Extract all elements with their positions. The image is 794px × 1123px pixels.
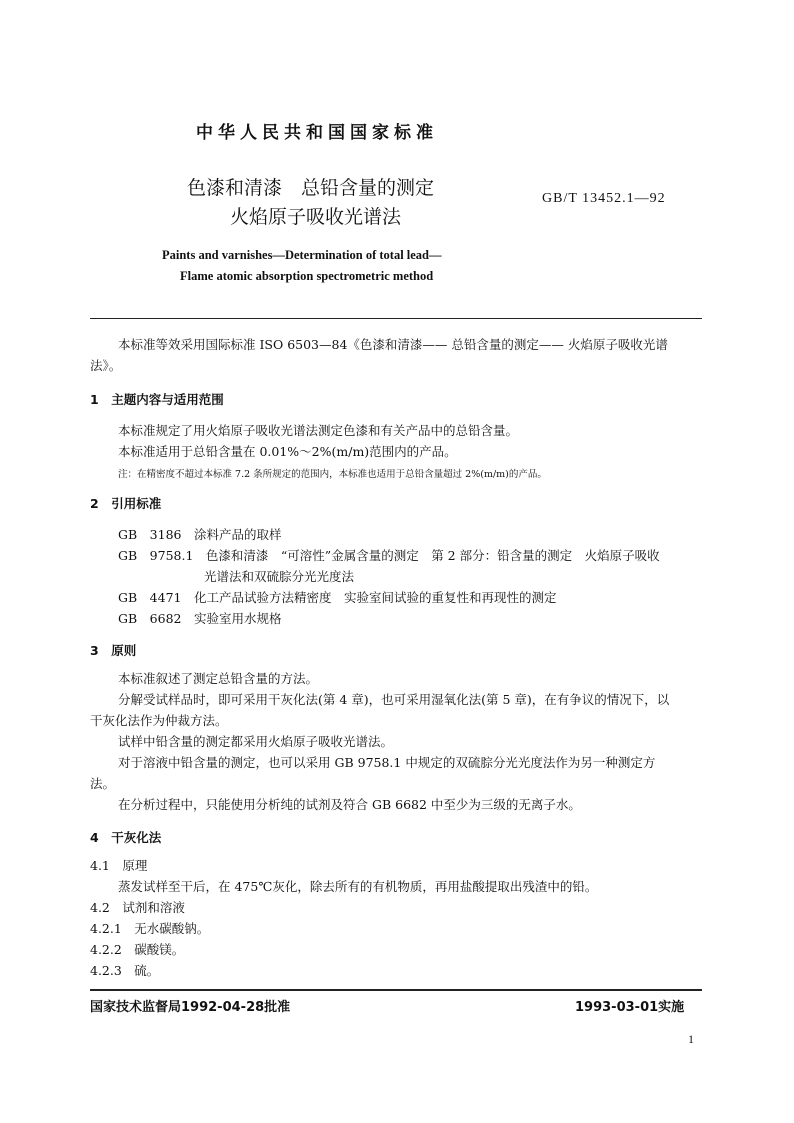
- standard-code: GB/T 13452.1—92: [542, 191, 666, 206]
- section1-paragraph1: 本标准规定了用火焰原子吸收光谱法测定色漆和有关产品中的总铅含量。: [118, 423, 519, 438]
- subsection-heading: 4.1 原理: [90, 858, 148, 873]
- section4-paragraph: 蒸发试样至干后，在 475℃灰化，除去所有的有机物质，再用盐酸提取出残渣中的铅。: [118, 879, 598, 894]
- english-title-line1: Paints and varnishes—Determination of total lead—: [162, 248, 442, 262]
- implementation-date: 1993-03-01实施: [575, 1000, 685, 1015]
- header-divider: [90, 318, 702, 319]
- english-title-line2: Flame atomic absorption spectrometric method: [180, 269, 434, 283]
- section1-heading: 1 主题内容与适用范围: [90, 392, 224, 407]
- section3-heading: 3 原则: [90, 643, 137, 658]
- reference-item: GB 9758.1 色漆和清漆 “可溶性”金属含量的测定 第 2 部分：铅含量的测定 火焰原子吸收: [118, 548, 660, 563]
- section2-heading: 2 引用标准: [90, 496, 162, 511]
- intro-line2: 法》。: [90, 358, 122, 373]
- approval-date: 国家技术监督局1992-04-28批准: [90, 1000, 291, 1015]
- intro-line1: 本标准等效采用国际标准 ISO 6503—84《色漆和清漆—— 总铅含量的测定—— 火焰原子吸收光谱: [118, 337, 668, 352]
- section3-line: 本标准叙述了测定总铅含量的方法。: [118, 671, 319, 686]
- section3-line: 分解受试样品时，即可采用干灰化法(第 4 章)，也可采用湿氧化法(第 5 章)，在有争议的情况下，以: [118, 692, 670, 707]
- standard-title: 中华人民共和国国家标准: [196, 123, 438, 143]
- section4-heading: 4 干灰化法: [90, 830, 162, 845]
- subsection-item: 4.2.3 硫。: [90, 963, 160, 978]
- section3-line: 试样中铅含量的测定都采用火焰原子吸收光谱法。: [118, 734, 394, 749]
- document-title-line1: 色漆和清漆 总铅含量的测定: [187, 177, 435, 199]
- document-title-line2: 火焰原子吸收光谱法: [230, 206, 402, 228]
- reference-item: GB 6682 实验室用水规格: [118, 611, 282, 626]
- page-number: 1: [688, 1032, 694, 1046]
- section1-paragraph2: 本标准适用于总铅含量在 0.01%～2%(m/m)范围内的产品。: [118, 444, 457, 459]
- section3-line: 法。: [90, 776, 116, 791]
- reference-item: GB 3186 涂料产品的取样: [118, 527, 282, 542]
- section1-note: 注：在精密度不超过本标准 7.2 条所规定的范围内，本标准也适用于总铅含量超过 2%(m/m)的产品。: [118, 469, 547, 480]
- subsection-heading: 4.2 试剂和溶液: [90, 900, 185, 915]
- reference-item: GB 4471 化工产品试验方法精密度 实验室间试验的重复性和再现性的测定: [118, 590, 557, 605]
- section3-line: 对于溶液中铅含量的测定，也可以采用 GB 9758.1 中规定的双硫腙分光光度法作为另一种测定方: [118, 755, 656, 770]
- footer-divider: [90, 989, 702, 991]
- subsection-item: 4.2.1 无水碳酸钠。: [90, 921, 210, 936]
- reference-item-continuation: 光谱法和双硫腙分光光度法: [204, 569, 355, 584]
- section3-line: 干灰化法作为仲裁方法。: [90, 713, 228, 728]
- subsection-item: 4.2.2 碳酸镁。: [90, 942, 185, 957]
- section3-line: 在分析过程中，只能使用分析纯的试剂及符合 GB 6682 中至少为三级的无离子水。: [118, 797, 581, 812]
